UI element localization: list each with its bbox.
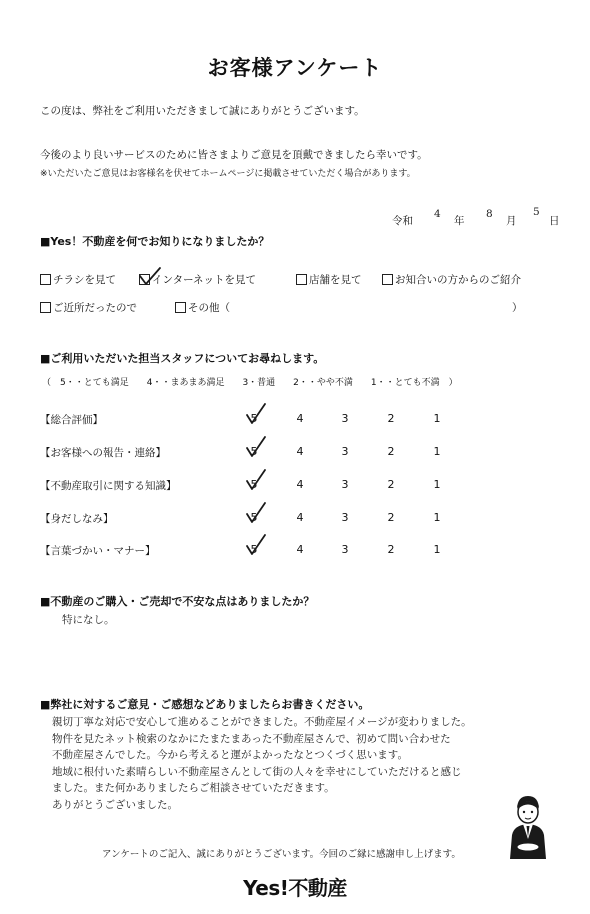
rating-option-3[interactable]: 3 [341, 543, 349, 556]
rating-row-label: 【お客様への報告・連絡】 [40, 447, 166, 459]
date-era: 令和 [392, 215, 413, 227]
checkbox[interactable] [296, 274, 307, 285]
handwritten-check-icon [245, 435, 267, 459]
q2-heading: ■ご利用いただいた担当スタッフについてお尋ねします。 [40, 352, 325, 365]
rating-option-3[interactable]: 3 [341, 445, 349, 458]
q4-answer-line-2: 物件を見たネット検索のなかにたまたまあった不動産屋さんで、初めて問い合わせた [52, 733, 451, 745]
date-day-unit: 日 [549, 215, 560, 227]
q1-option-neighborhood[interactable] [40, 300, 137, 315]
rating-option-1[interactable]: 1 [433, 543, 441, 556]
q4-answer-line-4: 地域に根付いた素晴らしい不動産屋さんとして街の人々を幸せにしていただけると感じ [52, 766, 462, 778]
rating-option-3[interactable]: 3 [341, 511, 349, 524]
checkbox[interactable] [40, 274, 51, 285]
rating-row-label: 【身だしなみ】 [40, 513, 114, 525]
rating-option-1[interactable]: 1 [433, 511, 441, 524]
handwritten-check-icon [245, 402, 267, 426]
q4-answer-line-6: ありがとうございました。 [52, 799, 178, 811]
q1-other-close: ） [512, 302, 523, 314]
rating-option-3[interactable]: 3 [341, 412, 349, 425]
intro-line-1: この度は、弊社をご利用いただきまして誠にありがとうございます。 [40, 105, 365, 117]
q1-option-flyer[interactable] [40, 272, 116, 287]
date-year: 4 [434, 208, 441, 220]
date-month-unit: 月 [506, 215, 517, 227]
rating-option-5[interactable]: 5 [250, 511, 258, 524]
rating-option-2[interactable]: 2 [387, 478, 395, 491]
q1-heading: ■Yes！不動産を何でお知りになりましたか？ [40, 235, 270, 248]
option-label: チラシを見て [53, 274, 116, 286]
rating-option-4[interactable]: 4 [296, 511, 304, 524]
rating-option-5[interactable]: 5 [250, 412, 258, 425]
handwritten-check-icon [245, 533, 267, 557]
q3-heading: ■不動産のご購入・ご売却で不安な点はありましたか？ [40, 595, 315, 608]
q4-answer-line-5: ました。また何かありましたらご相談させていただきます。 [52, 782, 335, 794]
rating-option-3[interactable]: 3 [341, 478, 349, 491]
checkbox[interactable] [382, 274, 393, 285]
rating-row-label: 【不動産取引に関する知識】 [40, 480, 177, 492]
option-label: 店舗を見て [309, 274, 362, 286]
q2-scale-legend: （ 5・・とても満足 4・・まあまあ満足 3・普通 2・・やや不満 1・・とても不満 ） [42, 378, 458, 388]
rating-option-4[interactable]: 4 [296, 543, 304, 556]
rating-option-5[interactable]: 5 [250, 445, 258, 458]
staff-mascot-icon [506, 793, 550, 861]
handwritten-check-icon [245, 501, 267, 525]
intro-note: ※いただいたご意見はお客様名を伏せてホームページに掲載させていただく場合があります。 [40, 169, 416, 179]
rating-option-1[interactable]: 1 [433, 445, 441, 458]
checkbox[interactable] [175, 302, 186, 313]
rating-row-label: 【言葉づかい・マナー】 [40, 545, 156, 557]
company-logo: Yes!不動産 [243, 876, 347, 900]
option-label: お知合いの方からのご紹介 [395, 274, 521, 286]
rating-option-2[interactable]: 2 [387, 543, 395, 556]
option-label: インターネットを見て [152, 274, 257, 286]
q4-answer-line-1: 親切丁寧な対応で安心して進めることができました。不動産屋イメージが変わりました。 [52, 716, 472, 728]
rating-option-4[interactable]: 4 [296, 445, 304, 458]
option-label: その他（ [188, 302, 230, 314]
rating-option-1[interactable]: 1 [433, 478, 441, 491]
date-month: 8 [486, 208, 493, 220]
rating-option-5[interactable]: 5 [250, 478, 258, 491]
footer-thanks: アンケートのご記入、誠にありがとうございます。今回のご縁に感謝申し上げます。 [102, 849, 461, 860]
rating-option-2[interactable]: 2 [387, 412, 395, 425]
rating-option-4[interactable]: 4 [296, 478, 304, 491]
checkbox[interactable] [40, 302, 51, 313]
rating-option-1[interactable]: 1 [433, 412, 441, 425]
q4-answer-line-3: 不動産屋さんでした。今から考えると運がよかったなとつくづく思います。 [52, 749, 408, 761]
date-day: 5 [533, 206, 540, 218]
page-title: お客様アンケート [207, 56, 383, 80]
handwritten-check-icon [245, 468, 267, 492]
date-year-unit: 年 [454, 215, 465, 227]
handwritten-check-icon [138, 266, 162, 288]
q4-heading: ■弊社に対するご意見・ご感想などありましたらお書きください。 [40, 698, 370, 711]
rating-option-2[interactable]: 2 [387, 445, 395, 458]
q1-option-store[interactable] [296, 272, 362, 287]
rating-row-label: 【総合評価】 [40, 414, 103, 426]
rating-option-5[interactable]: 5 [250, 543, 258, 556]
q1-option-other[interactable] [175, 300, 230, 315]
q1-option-referral[interactable] [382, 272, 521, 287]
option-label: ご近所だったので [53, 302, 137, 314]
q3-answer: 特になし。 [62, 614, 115, 626]
intro-line-2: 今後のより良いサービスのために皆さまよりご意見を頂戴できましたら幸いです。 [40, 149, 428, 161]
rating-option-4[interactable]: 4 [296, 412, 304, 425]
rating-option-2[interactable]: 2 [387, 511, 395, 524]
